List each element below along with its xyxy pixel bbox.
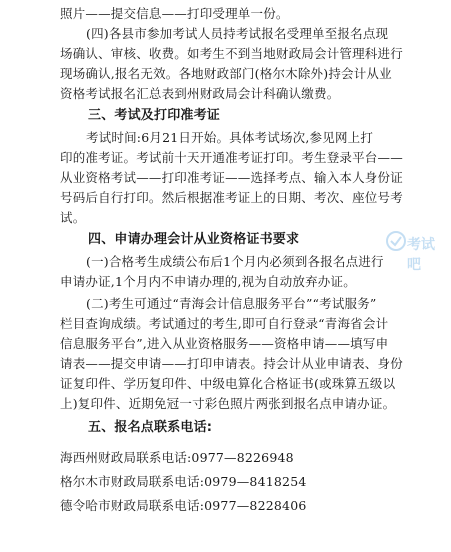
section-heading: 三、考试及打印准考证 <box>88 108 221 123</box>
text-line: 栏目查询成绩。考试通过的考生,即可自行登录“青海省会计 <box>60 316 389 331</box>
text-line: 场确认、审核、收费。如考生不到当地财政局会计管理科进行 <box>60 46 403 61</box>
text-line: (四)各县市参加考试人员持考试报名受理单至报名点现 <box>86 26 389 41</box>
contact-line: 海西州财政局联系电话:0977—8226948 <box>60 450 294 465</box>
watermark-logo <box>385 230 445 273</box>
text-line: 从业资格考试——打印准考证——选择考点、输入本人身份证 <box>60 170 403 185</box>
text-line: (一)合格考生成绩公布后1个月内必须到各报名点进行 <box>86 254 384 269</box>
text-line: 资格考试报名汇总表到州财政局会计科确认缴费。 <box>60 86 340 101</box>
watermark-text: 考试吧 <box>407 237 435 273</box>
text-line: 印的准考证。考试前十天开通准考证打印。考生登录平台—— <box>60 150 403 165</box>
text-line: 证复印件、学历复印件、中级电算化合格证书(或珠算五级以 <box>60 376 396 391</box>
section-heading: 四、申请办理会计从业资格证书要求 <box>88 232 300 247</box>
text-line: 试。 <box>60 210 86 225</box>
contact-line: 格尔木市财政局联系电话:0979—8418254 <box>60 474 307 489</box>
text-line: 上)复印件、近期免冠一寸彩色照片两张到报名点申请办证。 <box>60 396 396 411</box>
text-line: 号码后自行打印。然后根据准考证上的日期、考次、座位号考 <box>60 190 403 205</box>
text-line: 申请办证,1个月内不申请办理的,视为自动放弃办证。 <box>60 274 356 289</box>
text-line: (二)考生可通过“青海会计信息服务平台”“考试服务” <box>86 296 377 311</box>
text-line: 现场确认,报名无效。各地财政部门(格尔木除外)持会计从业 <box>60 66 392 81</box>
section-heading: 五、报名点联系电话: <box>88 420 213 435</box>
text-line: 照片——提交信息——打印受理单一份。 <box>60 6 289 21</box>
text-line: 请表——提交申请——打印申请表。持会计从业申请表、身份 <box>60 356 403 371</box>
watermark-icon <box>385 230 407 252</box>
text-line: 考试时间:6月21日开始。具体考试场次,参见网上打 <box>86 130 374 145</box>
contact-line: 德令哈市财政局联系电话:0977—8228406 <box>60 498 307 513</box>
text-line: 信息服务平台”,进入从业资格服务——资格申请——填写申 <box>60 336 389 351</box>
